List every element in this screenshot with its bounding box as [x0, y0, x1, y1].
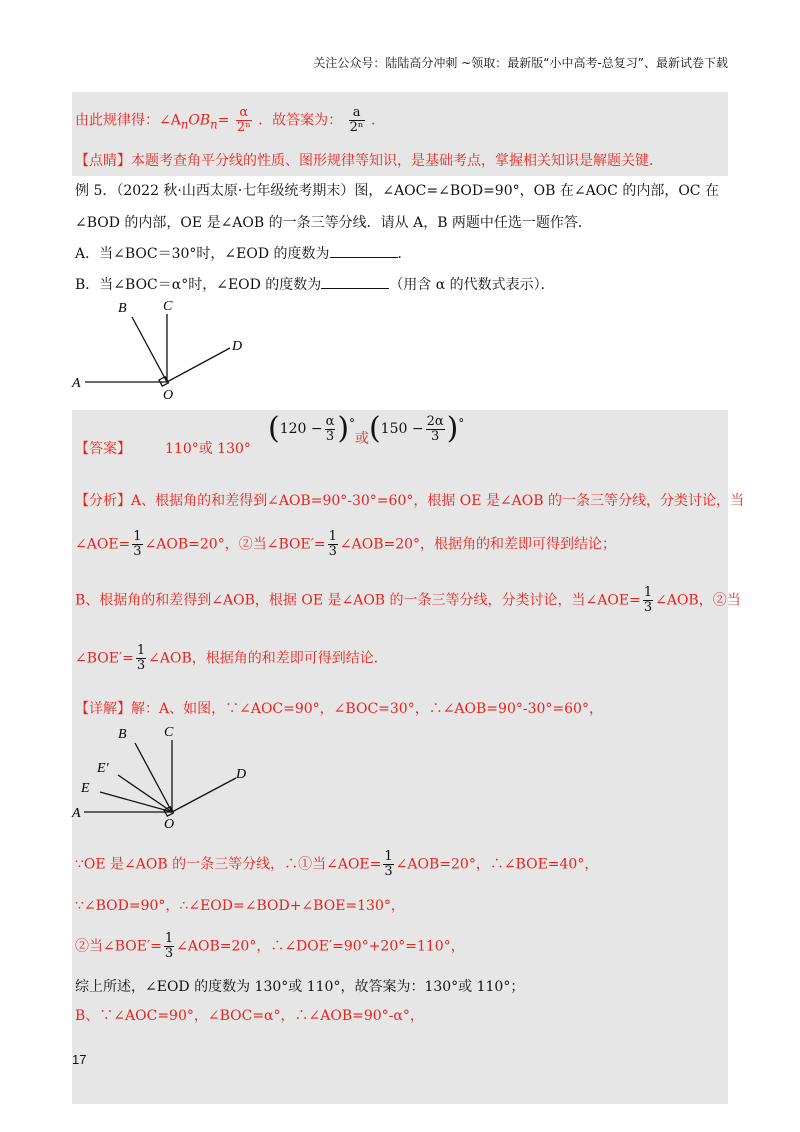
option-a — [75, 243, 412, 263]
rule-prefix: 由此规律得：∠A — [75, 112, 181, 129]
solution-line-1: ∵OE 是∠AOB 的一条三等分线，∴①当∠AOE= $\frac{1}{3}$ ∠AOB=20°，∴∠BOE=40°， — [75, 849, 599, 879]
ray-oe2 — [118, 775, 172, 812]
rule-mid: OB — [188, 112, 211, 129]
figure-1 — [60, 295, 260, 405]
solution-line-4: 综上所述，∠EOD 的度数为 130°或 110°，故答案为：130°或 110°； — [75, 979, 525, 995]
answer-expr-b: (120 − $\frac{\alpha}{3}$ )°或(150 − $\frac{2\alpha}{3}$ )° — [268, 411, 465, 447]
ray-od — [167, 348, 230, 382]
rule-answer-fraction: $\frac{a}{\text{2ⁿ}}$ — [349, 105, 364, 135]
rule-end: . — [371, 112, 376, 129]
ray-ob — [132, 317, 167, 382]
rule-fraction: $\frac{\alpha}{\text{2ⁿ}}$ — [236, 105, 251, 135]
page-number: 17 — [72, 1052, 87, 1067]
page-header: 关注公众号：陆陆高分冲刺 ~领取：最新版“小中高考-总复习”、最新试卷下载 — [313, 56, 728, 70]
label-a: A — [72, 376, 81, 391]
analysis-line-4: ∠BOE′= $\frac{1}{3}$ ∠AOB，根据角的和差即可得到结论． — [75, 643, 388, 673]
analysis-line-3: B、根据角的和差得到∠AOB，根据 OE 是∠AOB 的一条三等分线，分类讨论，当∠AOE= $\frac{1}{3}$ ∠AOB，②当 — [75, 585, 741, 615]
option-b — [75, 274, 555, 294]
rule-line — [75, 106, 375, 135]
label-o-2: O — [164, 817, 175, 830]
analysis-line-2: ∠AOE= $\frac{1}{3}$ ∠AOB=20°，②当∠BOE′= $\frac{1}{3}$ ∠AOB=20°，根据角的和差即可得到结论； — [75, 529, 617, 559]
solution-line-5: B、∵∠AOC=90°，∠BOC=α°，∴∠AOB=90°-α°， — [75, 1008, 424, 1024]
option-a-end: ． — [397, 246, 412, 262]
label-c: C — [163, 299, 173, 314]
label-b: B — [118, 301, 127, 316]
option-a-blank — [330, 243, 398, 258]
example-line-2: ∠BOD 的内部，OE 是∠AOB 的一条三等分线．请从 A，B 两题中任选一题作答． — [75, 215, 592, 231]
rule-answer-text: ．故答案为： — [258, 112, 343, 129]
ray-ob-2 — [135, 743, 172, 812]
label-d-2: D — [236, 767, 247, 782]
solution-line-2: ∵∠BOD=90°，∴∠EOD=∠BOD+∠BOE=130°， — [75, 898, 405, 914]
answer-label: 【答案】 — [75, 441, 131, 457]
dianjing-note: 【点睛】本题考查角平分线的性质、图形规律等知识，是基础考点，掌握相关知识是解题关键． — [75, 153, 663, 169]
rule-sub-n2: n — [210, 117, 218, 132]
solution-line-3: ②当∠BOE′= $\frac{1}{3}$ ∠AOB=20°，∴∠DOE′=90°+20°=110°， — [75, 931, 465, 961]
label-o: O — [163, 388, 174, 403]
rule-eq: = — [217, 112, 230, 129]
ray-od-2 — [172, 778, 236, 812]
label-e: E — [81, 781, 90, 796]
option-b-end: （用含 α 的代数式表示）． — [389, 277, 555, 293]
ray-oe — [100, 792, 172, 812]
figure-2 — [60, 720, 260, 830]
label-c-2: C — [164, 725, 174, 740]
example-line-1: 例 5．（2022 秋·山西太原·七年级统考期末）图，∠AOC=∠BOD=90°，OB 在∠AOC 的内部，OC 在 — [75, 183, 719, 199]
label-b-2: B — [118, 727, 127, 742]
analysis-line-1: 【分析】A、根据角的和差得到∠AOB=90°-30°=60°，根据 OE 是∠AOB 的一条三等分线，分类讨论，当 — [75, 493, 745, 509]
answer-value-a: 110°或 130° — [165, 441, 251, 457]
label-a-2: A — [72, 806, 81, 821]
option-a-text: A．当∠BOC＝30°时，∠EOD 的度数为 — [75, 246, 330, 262]
label-e2: E′ — [97, 761, 109, 776]
detail-line-1: 【详解】解：A、如图，∵∠AOC=90°，∠BOC=30°，∴∠AOB=90°-30°=60°， — [75, 701, 603, 717]
rule-sub-n1: n — [180, 117, 189, 132]
label-d: D — [232, 339, 243, 354]
option-b-text: B．当∠BOC＝α°时，∠EOD 的度数为 — [75, 277, 322, 293]
option-b-blank — [321, 274, 389, 289]
